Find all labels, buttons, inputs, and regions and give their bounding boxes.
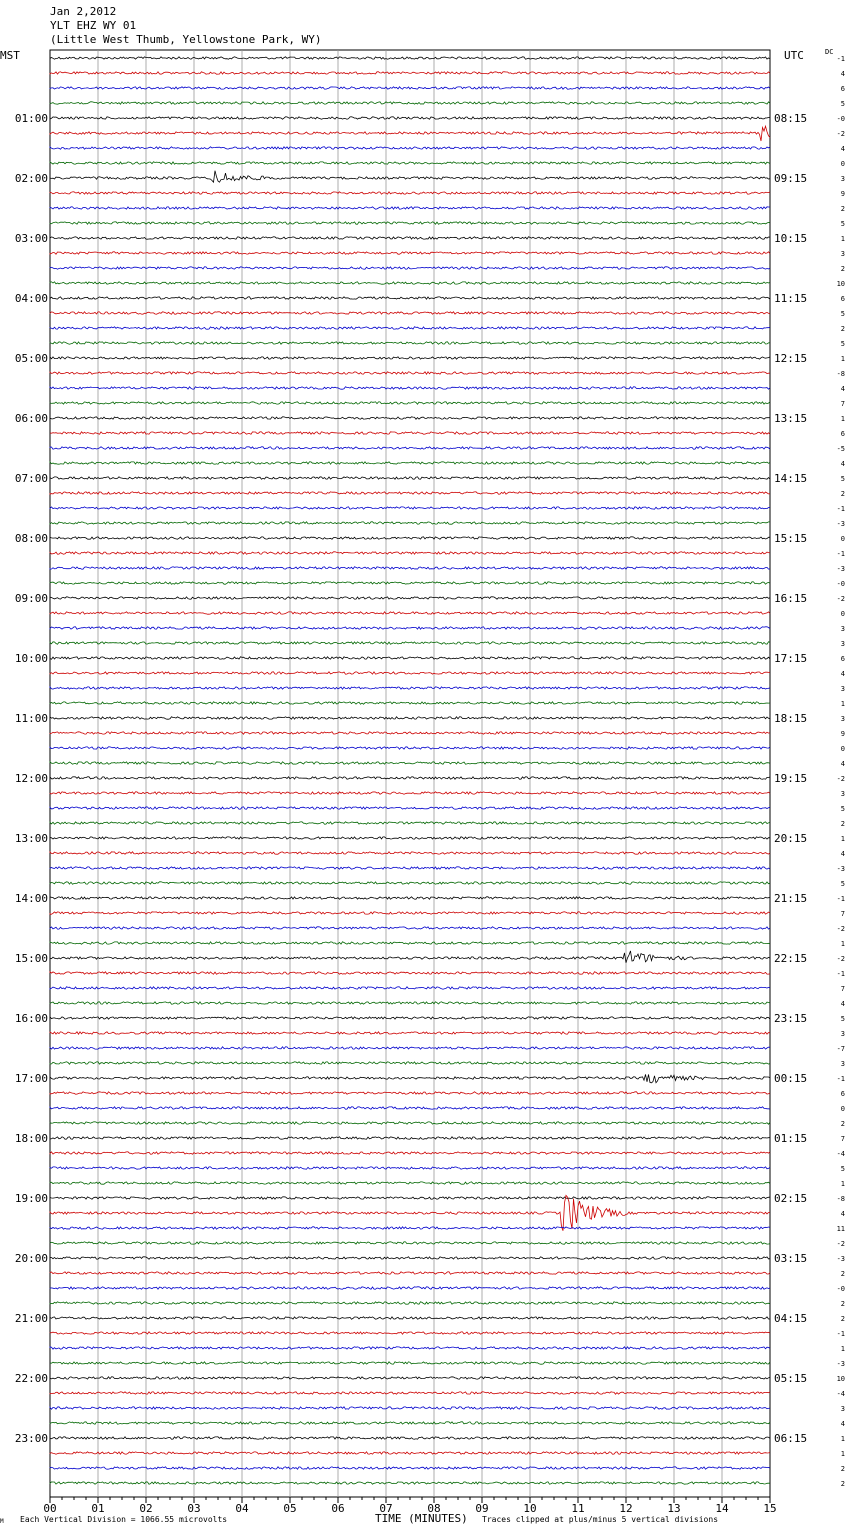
dc-offset-label: 7 [840, 400, 845, 408]
trace-line [50, 1242, 770, 1244]
right-hour-label: 13:15 [774, 412, 808, 425]
trace-line [50, 207, 770, 209]
left-hour-label: 03:00 [14, 232, 48, 245]
right-hour-label: 21:15 [774, 892, 808, 905]
dc-offset-label: -2 [836, 925, 845, 933]
x-tick-label: 05 [283, 1502, 297, 1515]
dc-offset-label: 1 [840, 235, 845, 243]
trace-line [50, 117, 770, 119]
left-hour-label: 15:00 [14, 952, 48, 965]
dc-offset-label: 6 [840, 1090, 845, 1098]
dc-offset-label: 2 [840, 1465, 845, 1473]
dc-offset-label: 1 [840, 1435, 845, 1443]
dc-offset-label: 6 [840, 85, 845, 93]
dc-offset-label: 7 [840, 910, 845, 918]
trace-line [50, 1302, 770, 1304]
trace-line [50, 1017, 770, 1019]
dc-offset-label: 1 [840, 1180, 845, 1188]
trace-line [50, 867, 770, 869]
trace-line [50, 597, 770, 599]
dc-offset-label: -8 [836, 370, 845, 378]
right-hour-label: 06:15 [774, 1432, 808, 1445]
right-hour-label: 17:15 [774, 652, 808, 665]
left-hour-label: 17:00 [14, 1072, 48, 1085]
left-hour-label: 13:00 [14, 832, 48, 845]
dc-label: DC [825, 48, 834, 56]
trace-line [50, 777, 770, 779]
trace-line [50, 837, 770, 839]
dc-offset-label: 3 [840, 1405, 845, 1413]
right-hour-label: 18:15 [774, 712, 808, 725]
trace-line [50, 627, 770, 629]
trace-line [50, 402, 770, 404]
trace-line [50, 252, 770, 254]
trace-line [50, 327, 770, 329]
trace-line [50, 702, 770, 704]
trace-line [50, 537, 770, 539]
dc-offset-label: -1 [836, 1075, 845, 1083]
left-hour-label: 05:00 [14, 352, 48, 365]
trace-line [50, 1167, 770, 1169]
trace-line [50, 942, 770, 944]
x-tick-label: 06 [331, 1502, 345, 1515]
x-tick-label: 15 [763, 1502, 777, 1515]
x-tick-label: 12 [619, 1502, 633, 1515]
trace-line [50, 717, 770, 719]
dc-offset-label: 3 [840, 175, 845, 183]
dc-offset-label: 3 [840, 1060, 845, 1068]
trace-line [50, 1347, 770, 1349]
right-hour-label: 00:15 [774, 1072, 808, 1085]
dc-offset-label: 7 [840, 1135, 845, 1143]
right-hour-label: 23:15 [774, 1012, 808, 1025]
trace-line [50, 1467, 770, 1469]
dc-offset-label: -1 [836, 550, 845, 558]
right-hour-label: 15:15 [774, 532, 808, 545]
right-hour-label: 19:15 [774, 772, 808, 785]
trace-line [50, 87, 770, 89]
dc-offset-label: -4 [836, 1150, 845, 1158]
dc-offset-label: -2 [836, 130, 845, 138]
trace-line [50, 612, 770, 614]
dc-offset-label: 5 [840, 880, 845, 888]
trace-line [50, 912, 770, 914]
dc-offset-label: 3 [840, 1030, 845, 1038]
trace-line [50, 1122, 770, 1124]
dc-offset-label: 1 [840, 1345, 845, 1353]
dc-offset-label: 5 [840, 475, 845, 483]
dc-offset-label: 1 [840, 1450, 845, 1458]
dc-offset-label: 7 [840, 985, 845, 993]
right-hour-label: 12:15 [774, 352, 808, 365]
trace-line [50, 972, 770, 974]
trace-line [50, 297, 770, 299]
header-location: (Little West Thumb, Yellowstone Park, WY) [50, 33, 322, 46]
left-hour-label: 12:00 [14, 772, 48, 785]
trace-line [50, 1272, 770, 1274]
dc-offset-label: 4 [840, 145, 845, 153]
dc-offset-label: 1 [840, 940, 845, 948]
trace-line [50, 312, 770, 314]
right-hour-label: 08:15 [774, 112, 808, 125]
left-zone-label: MST [0, 49, 20, 62]
dc-offset-label: -1 [836, 970, 845, 978]
dc-offset-label: 5 [840, 1165, 845, 1173]
dc-offset-label: 3 [840, 640, 845, 648]
dc-offset-label: 2 [840, 1480, 845, 1488]
trace-line [50, 1197, 770, 1199]
trace-line [50, 147, 770, 149]
dc-offset-label: 2 [840, 1315, 845, 1323]
dc-offset-label: 1 [840, 415, 845, 423]
dc-offset-label: -0 [836, 1285, 845, 1293]
trace-line [50, 417, 770, 419]
trace-line [50, 372, 770, 374]
trace-line [50, 672, 770, 674]
trace-line [50, 882, 770, 884]
trace-line [50, 927, 770, 929]
dc-offset-label: 11 [836, 1225, 845, 1233]
x-tick-label: 10 [523, 1502, 537, 1515]
right-hour-label: 01:15 [774, 1132, 808, 1145]
dc-offset-label: -0 [836, 115, 845, 123]
footer-mark: M [0, 1518, 4, 1525]
trace-line [50, 1092, 770, 1094]
trace-line [50, 507, 770, 509]
trace-line [50, 492, 770, 494]
trace-line [50, 522, 770, 524]
header-station: YLT EHZ WY 01 [50, 19, 137, 32]
left-hour-label: 11:00 [14, 712, 48, 725]
dc-offset-label: 4 [840, 670, 845, 678]
trace-line [50, 1107, 770, 1109]
dc-offset-label: 5 [840, 100, 845, 108]
dc-offset-label: 2 [840, 1120, 845, 1128]
dc-offset-label: 4 [840, 460, 845, 468]
right-hour-label: 04:15 [774, 1312, 808, 1325]
x-tick-label: 02 [139, 1502, 153, 1515]
dc-offset-label: 2 [840, 820, 845, 828]
dc-offset-label: -1 [836, 895, 845, 903]
left-hour-label: 21:00 [14, 1312, 48, 1325]
trace-line [50, 1062, 770, 1064]
trace-line [50, 807, 770, 809]
trace-line [50, 432, 770, 434]
dc-offset-label: -2 [836, 595, 845, 603]
left-hour-label: 19:00 [14, 1192, 48, 1205]
dc-offset-label: 2 [840, 1270, 845, 1278]
trace-line [50, 387, 770, 389]
trace-line [50, 342, 770, 344]
left-hour-label: 23:00 [14, 1432, 48, 1445]
trace-line [50, 267, 770, 269]
dc-offset-label: 2 [840, 265, 845, 273]
left-hour-label: 22:00 [14, 1372, 48, 1385]
left-hour-label: 09:00 [14, 592, 48, 605]
trace-line [50, 72, 770, 74]
dc-offset-label: 10 [836, 280, 845, 288]
dc-offset-label: 4 [840, 1000, 845, 1008]
dc-offset-label: 1 [840, 355, 845, 363]
trace-line [50, 1002, 770, 1004]
dc-offset-label: 3 [840, 715, 845, 723]
dc-offset-label: 4 [840, 850, 845, 858]
x-tick-label: 09 [475, 1502, 489, 1515]
right-hour-label: 09:15 [774, 172, 808, 185]
trace-line [50, 1482, 770, 1484]
dc-offset-label: -3 [836, 1255, 845, 1263]
dc-offset-label: 0 [840, 745, 845, 753]
right-hour-label: 16:15 [774, 592, 808, 605]
trace-line [50, 1362, 770, 1364]
dc-offset-label: -8 [836, 1195, 845, 1203]
trace-line [50, 822, 770, 824]
dc-offset-label: 2 [840, 205, 845, 213]
dc-offset-label: -5 [836, 445, 845, 453]
trace-line [50, 462, 770, 464]
trace-line [50, 1392, 770, 1394]
x-tick-label: 11 [571, 1502, 585, 1515]
right-hour-label: 05:15 [774, 1372, 808, 1385]
trace-line [50, 567, 770, 569]
trace-line [50, 222, 770, 224]
trace-line [50, 237, 770, 239]
trace-line [50, 102, 770, 104]
dc-offset-label: 2 [840, 1300, 845, 1308]
right-hour-label: 14:15 [774, 472, 808, 485]
dc-offset-label: 4 [840, 1210, 845, 1218]
dc-offset-label: 2 [840, 325, 845, 333]
dc-offset-label: -3 [836, 565, 845, 573]
trace-line [50, 657, 770, 659]
dc-offset-label: -3 [836, 1360, 845, 1368]
footer-scale-note: Each Vertical Division = 1066.55 microvolts [20, 1515, 228, 1524]
footer-clip-note: Traces clipped at plus/minus 5 vertical divisions [482, 1515, 719, 1524]
left-hour-label: 18:00 [14, 1132, 48, 1145]
trace-line [50, 1257, 770, 1259]
left-hour-label: 08:00 [14, 532, 48, 545]
trace-line [50, 1287, 770, 1289]
trace-line [50, 1152, 770, 1154]
dc-offset-label: 5 [840, 220, 845, 228]
trace-line [50, 1407, 770, 1409]
dc-offset-label: 6 [840, 655, 845, 663]
right-hour-label: 11:15 [774, 292, 808, 305]
x-tick-label: 04 [235, 1502, 249, 1515]
dc-offset-label: 4 [840, 70, 845, 78]
dc-offset-label: -2 [836, 955, 845, 963]
trace-line [50, 477, 770, 479]
trace-line [50, 282, 770, 284]
dc-offset-label: 5 [840, 340, 845, 348]
dc-offset-label: 0 [840, 535, 845, 543]
dc-offset-label: -2 [836, 775, 845, 783]
x-tick-label: 14 [715, 1502, 729, 1515]
trace-line [50, 762, 770, 764]
x-tick-label: 08 [427, 1502, 441, 1515]
dc-offset-label: 1 [840, 700, 845, 708]
trace-line [50, 852, 770, 854]
trace-line [50, 1437, 770, 1439]
trace-line [50, 1074, 770, 1082]
dc-offset-label: 1 [840, 835, 845, 843]
left-hour-label: 01:00 [14, 112, 48, 125]
dc-offset-label: -4 [836, 1390, 845, 1398]
dc-offset-label: 2 [840, 490, 845, 498]
dc-offset-label: 3 [840, 250, 845, 258]
x-axis-title: TIME (MINUTES) [375, 1512, 468, 1525]
right-hour-label: 02:15 [774, 1192, 808, 1205]
dc-offset-label: 6 [840, 430, 845, 438]
trace-line [50, 126, 770, 141]
trace-line [50, 747, 770, 749]
dc-offset-label: 10 [836, 1375, 845, 1383]
trace-line [50, 1182, 770, 1184]
trace-line [50, 1332, 770, 1334]
dc-offset-label: 0 [840, 160, 845, 168]
x-tick-label: 03 [187, 1502, 201, 1515]
left-hour-label: 02:00 [14, 172, 48, 185]
trace-line [50, 582, 770, 584]
trace-line [50, 1422, 770, 1424]
trace-line [50, 552, 770, 554]
trace-line [50, 357, 770, 359]
trace-line [50, 1452, 770, 1454]
dc-offset-label: 3 [840, 790, 845, 798]
header-date: Jan 2,2012 [50, 5, 117, 18]
x-tick-label: 07 [379, 1502, 393, 1515]
dc-offset-label: -0 [836, 580, 845, 588]
trace-line [50, 1377, 770, 1379]
dc-offset-label: 6 [840, 295, 845, 303]
dc-offset-label: 4 [840, 760, 845, 768]
dc-offset-label: 5 [840, 310, 845, 318]
x-tick-label: 01 [91, 1502, 105, 1515]
trace-line [50, 192, 770, 194]
dc-offset-label: 9 [840, 190, 845, 198]
left-hour-label: 04:00 [14, 292, 48, 305]
trace-line [50, 642, 770, 644]
right-hour-label: 20:15 [774, 832, 808, 845]
trace-line [50, 1032, 770, 1034]
dc-offset-label: 4 [840, 385, 845, 393]
left-hour-label: 10:00 [14, 652, 48, 665]
left-hour-label: 07:00 [14, 472, 48, 485]
x-tick-label: 00 [43, 1502, 57, 1515]
left-hour-label: 06:00 [14, 412, 48, 425]
trace-line [50, 447, 770, 449]
right-hour-label: 10:15 [774, 232, 808, 245]
dc-offset-label: 4 [840, 1420, 845, 1428]
dc-offset-label: -1 [836, 1330, 845, 1338]
trace-line [50, 162, 770, 164]
trace-line [50, 792, 770, 794]
trace-line [50, 1317, 770, 1319]
trace-line [50, 171, 770, 183]
trace-line [50, 951, 770, 963]
left-hour-label: 20:00 [14, 1252, 48, 1265]
left-hour-label: 16:00 [14, 1012, 48, 1025]
right-hour-label: 03:15 [774, 1252, 808, 1265]
dc-offset-label: -3 [836, 865, 845, 873]
dc-offset-label: 9 [840, 730, 845, 738]
trace-line [50, 57, 770, 59]
trace-line [50, 1195, 770, 1230]
dc-offset-label: -3 [836, 520, 845, 528]
dc-offset-label: -1 [836, 505, 845, 513]
trace-line [50, 732, 770, 734]
dc-offset-label: -1 [836, 55, 845, 63]
dc-offset-label: 3 [840, 685, 845, 693]
right-hour-label: 22:15 [774, 952, 808, 965]
dc-offset-label: 0 [840, 610, 845, 618]
dc-offset-label: 0 [840, 1105, 845, 1113]
dc-offset-label: 3 [840, 625, 845, 633]
trace-line [50, 1047, 770, 1049]
trace-line [50, 1227, 770, 1229]
left-hour-label: 14:00 [14, 892, 48, 905]
trace-line [50, 897, 770, 899]
x-tick-label: 13 [667, 1502, 681, 1515]
dc-offset-label: -7 [836, 1045, 845, 1053]
dc-offset-label: -2 [836, 1240, 845, 1248]
dc-offset-label: 5 [840, 1015, 845, 1023]
right-zone-label: UTC [784, 49, 804, 62]
trace-line [50, 1137, 770, 1139]
trace-line [50, 987, 770, 989]
dc-offset-label: 5 [840, 805, 845, 813]
trace-line [50, 687, 770, 689]
